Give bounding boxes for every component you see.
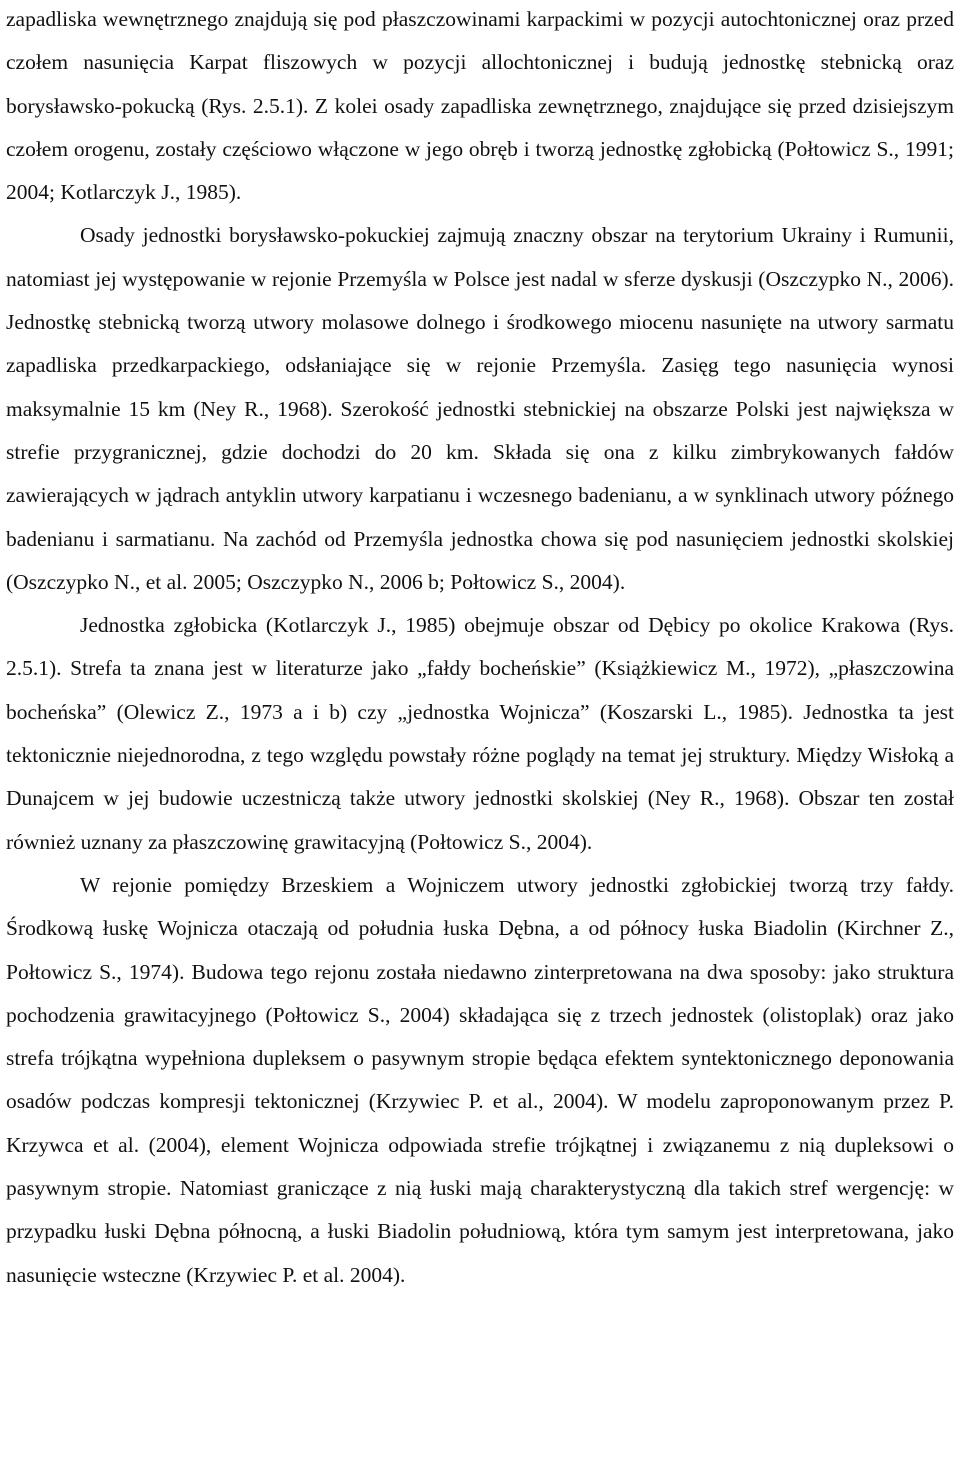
document-page [6,0,954,1297]
paragraph-4: W rejonie pomiędzy Brzeskiem a Wojniczem utwory jednostki zgłobickiej tworzą trzy fałdy. Środkową łuskę Wojnicza otaczają od południa łuska Dębna, a od północy łuska Biadolin (Kirchner Z., Połtowicz S., 1974). Budowa tego rejonu została niedawno zinterpretowana na dwa sposoby: jako struktura pochodzenia grawitacyjnego (Połtowicz S., 2004) składająca się z trzech jednostek (olistoplak) oraz jako strefa trójkątna wypełniona dupleksem o pasywnym stropie będąca efektem syntektonicznego deponowania osadów podczas kompresji tektonicznej (Krzywiec P. et al., 2004). W modelu zaproponowanym przez P. Krzywca et al. (2004), element Wojnicza odpowiada strefie trójkątnej i związanemu z nią dupleksowi o pasywnym stropie. Natomiast graniczące z nią łuski mają charakterystyczną dla takich stref wergencję: w przypadku łuski Dębna północną, a łuski Biadolin południową, która tym samym jest interpretowana, jako nasunięcie wsteczne (Krzywiec P. et al. 2004). [6,872,954,1287]
paragraph-3: Jednostka zgłobicka (Kotlarczyk J., 1985) obejmuje obszar od Dębicy po okolice Krakowa (Rys. 2.5.1). Strefa ta znana jest w literaturze jako „fałdy bocheńskie” (Książkiewicz M., 1972), „płaszczowina bocheńska” (Olewicz Z., 1973 a i b) czy „jednostka Wojnicza” (Koszarski L., 1985). Jednostka ta jest tektonicznie niejednorodna, z tego względu powstały różne poglądy na temat jej struktury. Między Wisłoką a Dunajcem w jej budowie uczestniczą także utwory jednostki skolskiej (Ney R., 1968). Obszar ten został również uznany za płaszczowinę grawitacyjną (Połtowicz S., 2004). [6,613,954,854]
paragraph-2: Osady jednostki borysławsko-pokuckiej zajmują znaczny obszar na terytorium Ukrainy i Rumunii, natomiast jej występowanie w rejonie Przemyśla w Polsce jest nadal w sferze dyskusji (Oszczypko N., 2006). Jednostkę stebnicką tworzą utwory molasowe dolnego i środkowego miocenu nasunięte na utwory sarmatu zapadliska przedkarpackiego, odsłaniające się w rejonie Przemyśla. Zasięg tego nasunięcia wynosi maksymalnie 15 km (Ney R., 1968). Szerokość jednostki stebnickiej na obszarze Polski jest największa w strefie przygranicznej, gdzie dochodzi do 20 km. Składa się ona z kilku zimbrykowanych fałdów zawierających w jądrach antyklin utwory karpatianu i wczesnego badenianu, a w synklinach utwory późnego badenianu i sarmatianu. Na zachód od Przemyśla jednostka chowa się pod nasunięciem jednostki skolskiej (Oszczypko N., et al. 2005; Oszczypko N., 2006 b; Połtowicz S., 2004). [6,223,954,594]
paragraph-1: zapadliska wewnętrznego znajdują się pod płaszczowinami karpackimi w pozycji autochtonicznej oraz przed czołem nasunięcia Karpat fliszowych w pozycji allochtonicznej i budują jednostkę stebnicką oraz borysławsko-pokucką (Rys. 2.5.1). Z kolei osady zapadliska zewnętrznego, znajdujące się przed dzisiejszym czołem orogenu, zostały częściowo włączone w jego obręb i tworzą jednostkę zgłobicką (Połtowicz S., 1991; 2004; Kotlarczyk J., 1985). [6,7,954,205]
